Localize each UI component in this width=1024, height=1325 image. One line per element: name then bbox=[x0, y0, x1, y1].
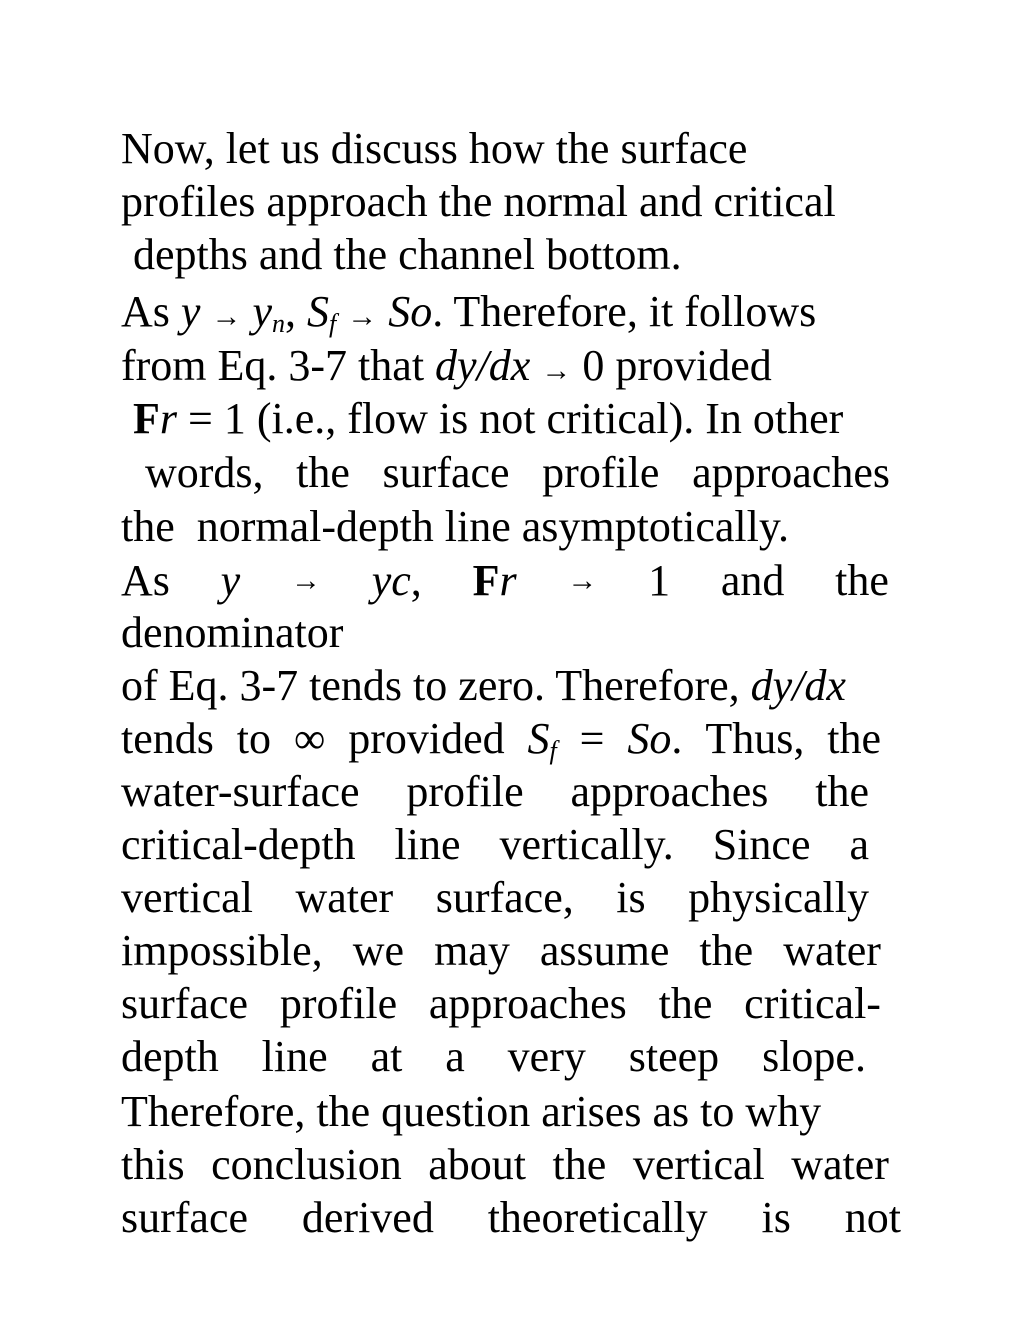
text-line bbox=[121, 924, 881, 978]
arrow-symbol: → bbox=[347, 300, 378, 333]
word: we bbox=[352, 926, 405, 975]
word: line bbox=[394, 820, 461, 869]
word: approaches bbox=[692, 448, 890, 497]
word: is bbox=[616, 873, 646, 922]
text-line: Now, let us discuss how the surface bbox=[121, 124, 748, 173]
text-line: Therefore, the question arises as to why bbox=[121, 1087, 822, 1136]
word: Thus, bbox=[705, 714, 805, 763]
word: critical-depth bbox=[121, 820, 356, 869]
text-line bbox=[121, 765, 869, 819]
froude-symbol: F bbox=[133, 394, 160, 443]
text-span: of Eq. 3-7 tends to zero. Therefore, bbox=[121, 661, 740, 710]
text-line bbox=[121, 285, 816, 345]
word: a bbox=[849, 820, 869, 869]
word: line bbox=[261, 1032, 328, 1081]
word: impossible, bbox=[121, 926, 323, 975]
text-line bbox=[121, 1138, 889, 1192]
word: physically bbox=[688, 873, 869, 922]
word: As bbox=[121, 287, 170, 336]
word: vertical bbox=[121, 873, 253, 922]
text-line bbox=[121, 659, 846, 713]
word: words, bbox=[145, 448, 264, 497]
froude-symbol: F bbox=[472, 556, 500, 605]
word: to bbox=[236, 714, 272, 763]
word: surface bbox=[382, 448, 510, 497]
text-line bbox=[121, 977, 881, 1031]
word: surface bbox=[121, 1193, 249, 1242]
word: water bbox=[295, 873, 394, 922]
math-var: y bbox=[220, 556, 241, 605]
word: the bbox=[699, 926, 754, 975]
word: profile bbox=[406, 767, 524, 816]
word: depth bbox=[121, 1032, 219, 1081]
text-line bbox=[121, 1030, 866, 1084]
word: the bbox=[835, 556, 889, 605]
word: 1 bbox=[648, 556, 671, 605]
text-line bbox=[121, 1191, 901, 1245]
word: approaches bbox=[428, 979, 627, 1028]
punct: , bbox=[410, 556, 422, 605]
word: water bbox=[783, 926, 881, 975]
text-line bbox=[121, 712, 881, 772]
text-line: denominator bbox=[121, 608, 344, 657]
text-line bbox=[133, 392, 843, 446]
text-span: = 1 (i.e., flow is not critical). In other bbox=[188, 394, 844, 443]
word: theoretically bbox=[487, 1193, 708, 1242]
infinity-symbol: ∞ bbox=[293, 714, 326, 763]
math-var: So bbox=[388, 287, 433, 336]
text-line: the normal-depth line asymptotically. bbox=[121, 502, 789, 551]
word: profile bbox=[542, 448, 660, 497]
text-line bbox=[145, 446, 890, 500]
word: at bbox=[370, 1032, 403, 1081]
subscript: f bbox=[328, 309, 337, 338]
word: very bbox=[507, 1032, 586, 1081]
text-line bbox=[121, 818, 869, 872]
word: As bbox=[121, 556, 170, 605]
arrow-symbol: → bbox=[541, 354, 572, 387]
word: profile bbox=[279, 979, 398, 1028]
text-span: from Eq. 3-7 that bbox=[121, 341, 425, 390]
word: vertical bbox=[632, 1140, 765, 1189]
word: and bbox=[720, 556, 785, 605]
text-line bbox=[121, 871, 869, 925]
text-span: 0 provided bbox=[582, 341, 772, 390]
math-var: dy/dx bbox=[435, 341, 531, 390]
text-line: depths and the channel bottom. bbox=[133, 230, 682, 279]
word: the bbox=[552, 1140, 607, 1189]
word: the bbox=[815, 767, 869, 816]
word: this bbox=[121, 1140, 185, 1189]
math-var: dy/dx bbox=[750, 661, 846, 710]
word: steep bbox=[628, 1032, 720, 1081]
math-var: yc bbox=[371, 556, 411, 605]
math-var: y bbox=[180, 287, 201, 336]
arrow-symbol: → bbox=[290, 564, 321, 597]
math-var: So bbox=[627, 714, 672, 763]
word: surface bbox=[121, 979, 249, 1028]
word: tends bbox=[121, 714, 214, 763]
punct: . bbox=[671, 714, 683, 763]
word: not bbox=[844, 1193, 901, 1242]
word: is bbox=[761, 1193, 791, 1242]
word: about bbox=[428, 1140, 527, 1189]
math-var: S bbox=[306, 287, 329, 336]
arrow-symbol: → bbox=[211, 300, 242, 333]
word: conclusion bbox=[211, 1140, 402, 1189]
word: may bbox=[434, 926, 510, 975]
text-span: . Therefore, it follows bbox=[432, 287, 817, 336]
word: assume bbox=[539, 926, 670, 975]
word: provided bbox=[348, 714, 505, 763]
subscript: n bbox=[271, 309, 285, 338]
text-line bbox=[121, 554, 889, 608]
word: a bbox=[445, 1032, 465, 1081]
word: slope. bbox=[762, 1032, 866, 1081]
word: the bbox=[296, 448, 350, 497]
word: derived bbox=[301, 1193, 434, 1242]
word: water bbox=[791, 1140, 889, 1189]
text-line: profiles approach the normal and critical bbox=[121, 177, 836, 226]
word: surface, bbox=[435, 873, 574, 922]
arrow-symbol: → bbox=[567, 564, 598, 597]
math-var: y bbox=[252, 287, 272, 336]
equals-symbol: = bbox=[579, 714, 605, 763]
word: approaches bbox=[570, 767, 769, 816]
word: water-surface bbox=[121, 767, 360, 816]
word: the bbox=[827, 714, 881, 763]
math-var: S bbox=[527, 714, 550, 763]
punct: , bbox=[284, 287, 296, 336]
word: the bbox=[658, 979, 713, 1028]
math-var: r bbox=[499, 556, 517, 605]
subscript: f bbox=[549, 736, 557, 765]
word: critical- bbox=[744, 979, 881, 1028]
word: vertically. bbox=[499, 820, 674, 869]
word: Since bbox=[712, 820, 811, 869]
math-var: r bbox=[159, 394, 178, 443]
text-line bbox=[121, 339, 772, 398]
